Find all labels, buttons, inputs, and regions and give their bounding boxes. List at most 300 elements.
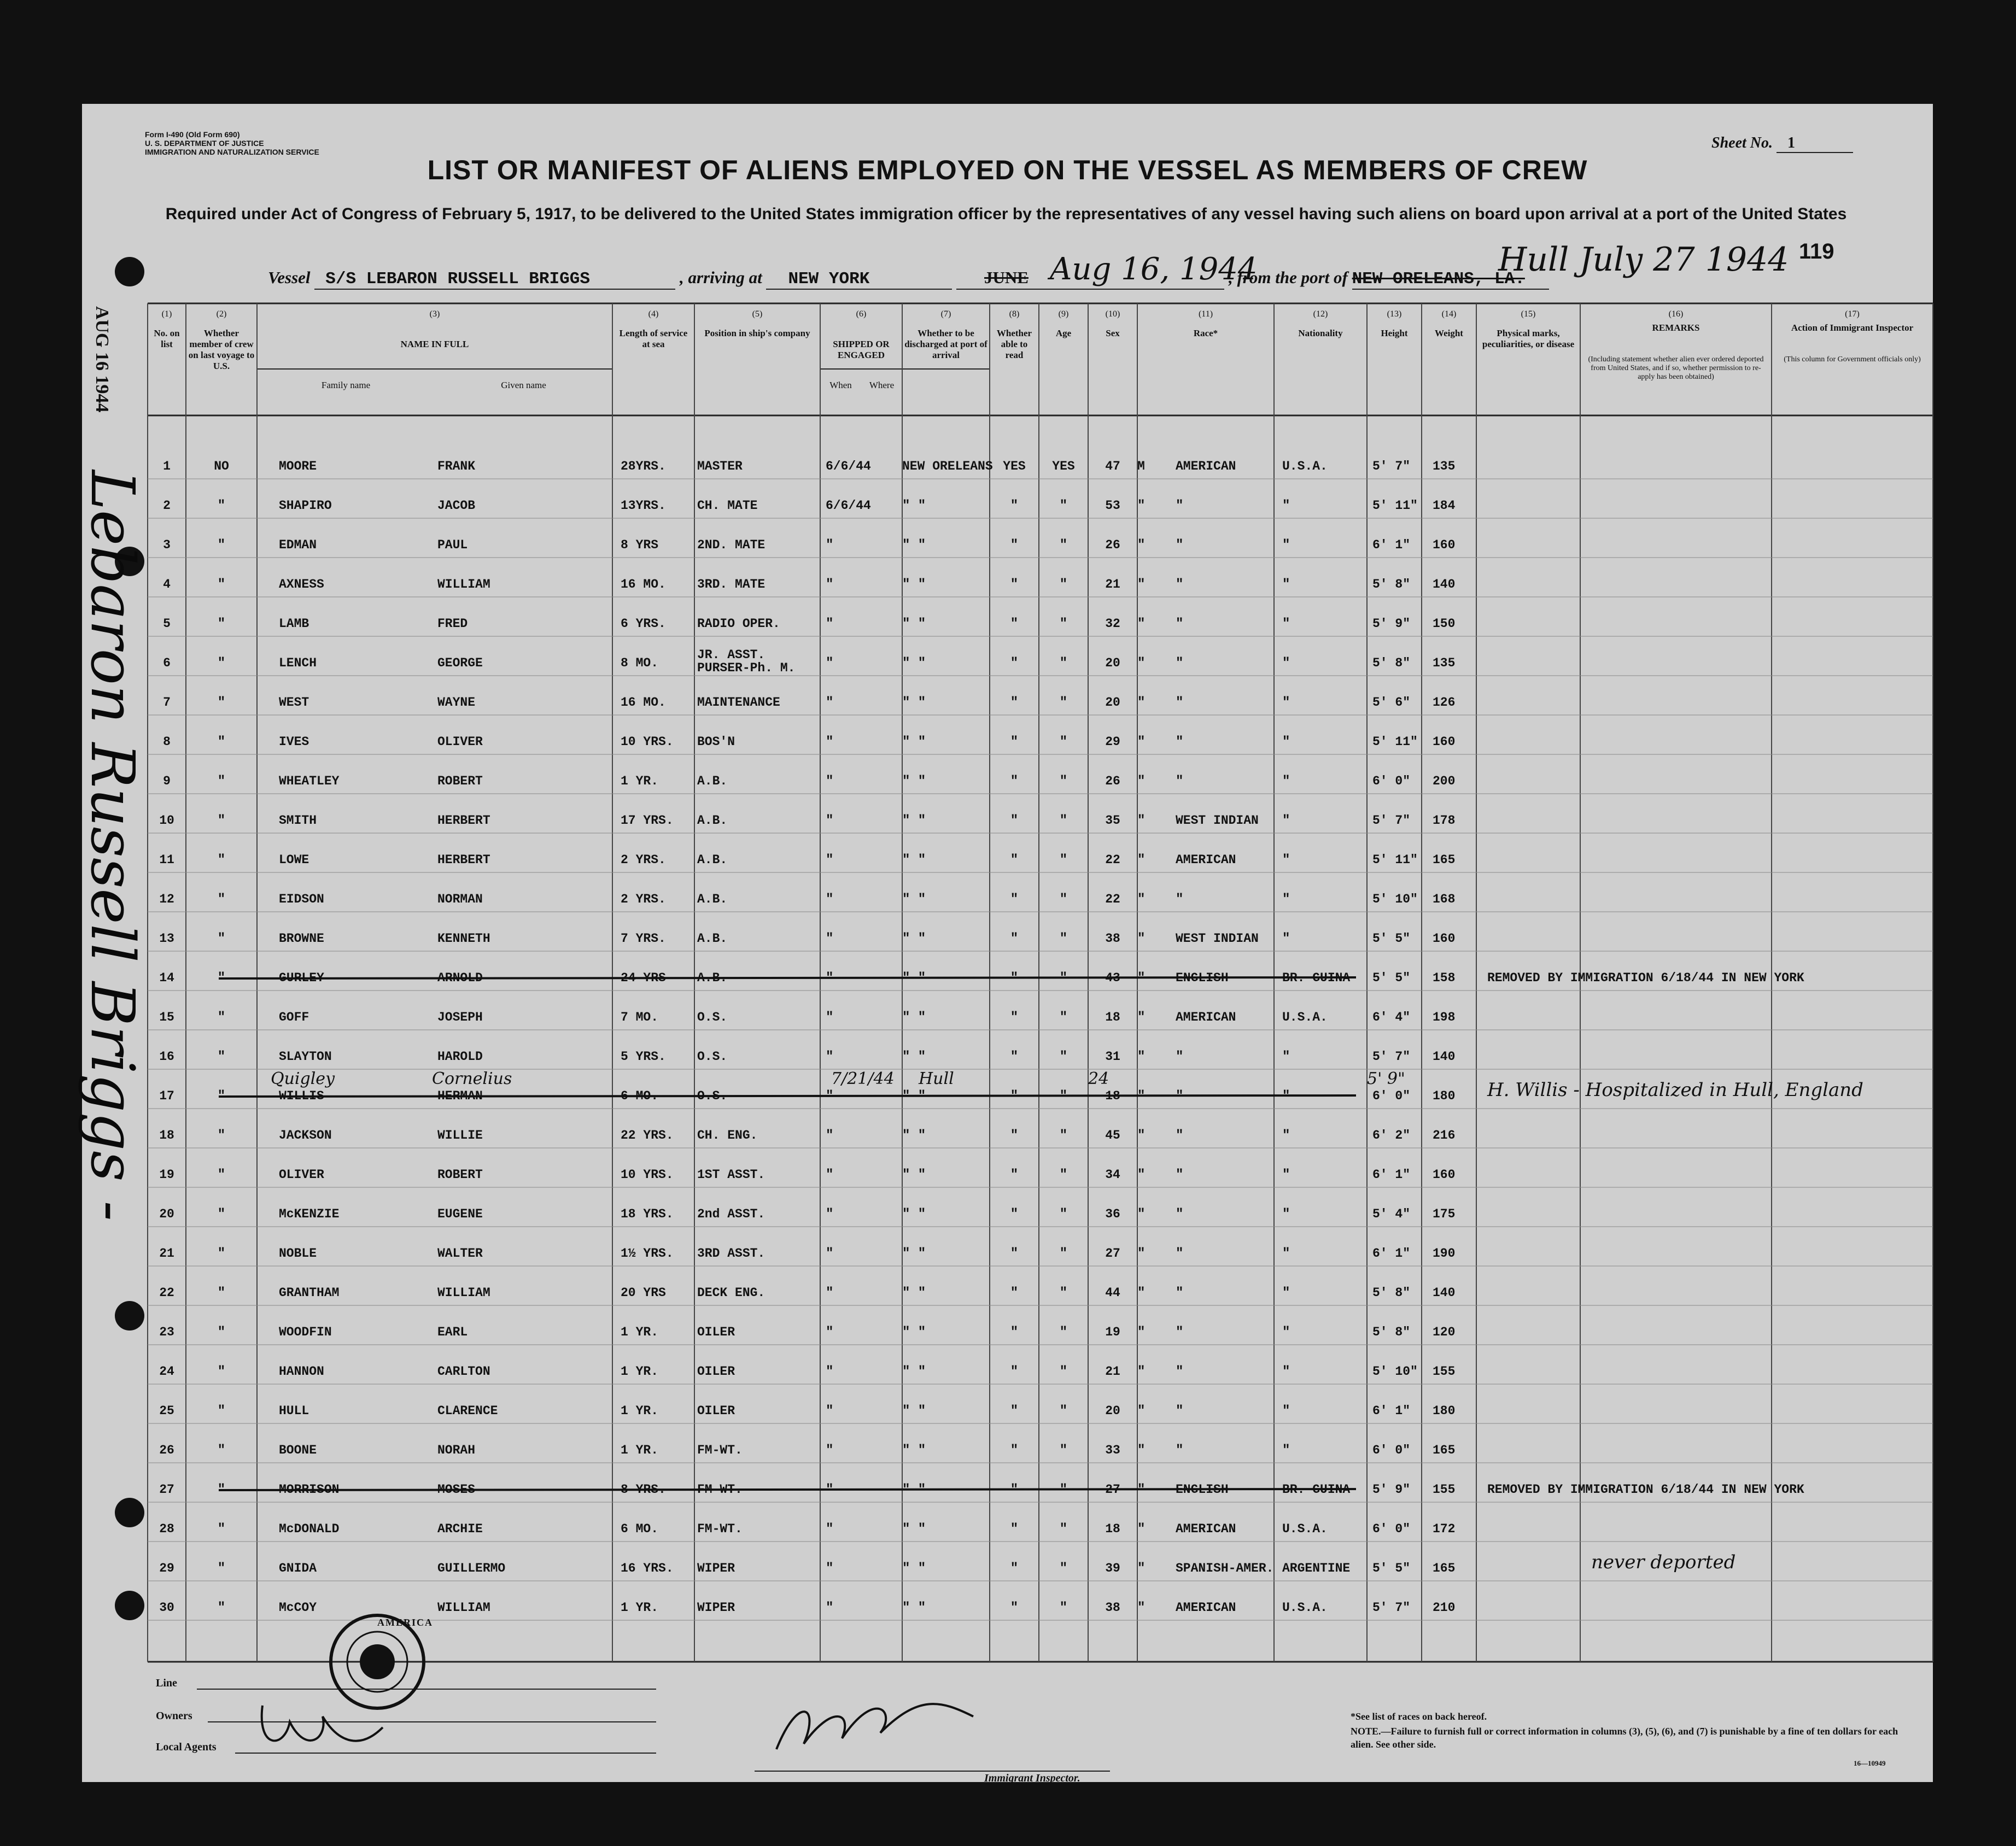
service-name: IMMIGRATION AND NATURALIZATION SERVICE [145,148,319,156]
remark-text: REMOVED BY IMMIGRATION 6/18/44 IN NEW YORK [1487,1482,1804,1497]
handwritten-replacement: 7/21/44 [831,1069,895,1088]
column-number: (5) [752,309,763,319]
column-header: Sex [1106,328,1120,338]
cell-where: " " [902,1364,926,1379]
cell-given: GEORGE [437,656,483,670]
cell-service: 2 YRS. [621,892,666,906]
cell-no: 11 [159,853,174,867]
column-number: (10) [1105,309,1120,319]
cell-race: " [1176,735,1184,749]
cell-position: A.B. [697,813,728,828]
cell-weight: 165 [1433,1561,1456,1575]
cell-sex: " [1137,656,1146,671]
handwritten-replacement: Quigley [271,1069,335,1088]
cell-age: 26 [1105,538,1120,552]
cell-sex: " [1137,813,1146,828]
cell-prev: " [217,1286,226,1300]
cell-race: " [1176,774,1184,789]
cell-disch: " [1010,1561,1019,1576]
cell-weight: 184 [1433,499,1456,513]
column-header-note: (Including statement whether alien ever ordered deported from United States, and if so, whether permission to re-apply has been obtained) [1588,355,1764,381]
cell-prev: " [217,813,226,828]
arrival-month-struck: JUNE [984,268,1029,287]
cell-sex: " [1137,1128,1146,1143]
cell-no: 14 [159,971,174,985]
cell-race: " [1176,1089,1184,1104]
cell-read: " [1059,774,1068,789]
cell-disch: " [1010,1246,1019,1261]
cell-service: 5 YRS. [621,1050,666,1064]
cell-where: " " [902,1246,926,1261]
cell-weight: 155 [1433,1482,1456,1497]
cell-where: " " [902,813,926,828]
cell-family: HANNON [279,1364,324,1379]
cell-height: 5' 9" [1372,617,1411,631]
cell-read: " [1059,577,1068,592]
column-number: (12) [1313,309,1328,319]
cell-disch: " [1010,1089,1019,1104]
cell-position: MASTER [697,459,743,473]
cell-no: 16 [159,1050,174,1064]
cell-no: 9 [163,774,171,788]
cell-sex: " [1137,1286,1146,1300]
cell-disch: " [1010,735,1019,749]
page-subtitle: Required under Act of Congress of February 5, 1917, to be delivered to the United States immigration officer by the representatives of any vessel having such aliens on board upon arrival at a port of the United States [165,205,1847,223]
cell-where: " " [902,577,926,592]
cell-service: 28YRS. [621,459,666,473]
cell-weight: 160 [1433,931,1456,946]
cell-family: LAMB [279,617,309,631]
cell-given: ARNOLD [437,971,483,985]
cell-no: 13 [159,931,174,946]
cell-race: ENGLISH [1176,971,1229,985]
cell-sex: " [1137,774,1146,789]
cell-age: 45 [1105,1128,1120,1142]
cell-disch: " [1010,971,1019,986]
cell-where: " " [902,1404,926,1419]
cell-weight: 175 [1433,1207,1456,1221]
cell-height: 6' 0" [1372,774,1411,788]
cell-sex: " [1137,892,1146,907]
cell-where: " " [902,735,926,749]
cell-service: 16 YRS. [621,1561,674,1575]
handwritten-replacement: Hull [919,1069,954,1088]
column-header: Physical marks, peculiarities, or disease [1482,328,1575,349]
cell-sex: " [1137,538,1146,553]
cell-no: 8 [163,735,171,749]
cell-race: " [1176,538,1184,553]
cell-age: 18 [1105,1522,1120,1536]
cell-position: FM-WT. [697,1522,743,1536]
cell-prev: " [217,656,226,671]
cell-nat: BR. GUINA [1282,1482,1351,1497]
cell-when: " [826,1207,834,1222]
cell-nat: " [1282,813,1290,828]
owners-label: Owners [156,1710,192,1722]
cell-service: 1 YR. [621,1601,659,1615]
department-name: U. S. DEPARTMENT OF JUSTICE [145,139,264,148]
cell-prev: " [217,1522,226,1537]
column-number: (2) [216,309,227,319]
cell-no: 15 [159,1010,174,1024]
cell-given: PAUL [437,538,468,552]
cell-where: " " [902,1207,926,1222]
cell-weight: 160 [1433,735,1456,749]
cell-weight: 178 [1433,813,1456,828]
column-number: (13) [1387,309,1402,319]
column-number: (4) [648,309,659,319]
cell-weight: 165 [1433,1443,1456,1457]
cell-sex: " [1137,1482,1146,1497]
cell-family: GNIDA [279,1561,317,1575]
cell-position: 1ST ASST. [697,1168,766,1182]
cell-service: 7 YRS. [621,931,666,946]
cell-read: " [1059,538,1068,553]
cell-when: " [826,853,834,868]
cell-when: " [826,971,834,986]
cell-service: 1 YR. [621,1364,659,1379]
cell-race: AMERICAN [1176,1010,1236,1024]
cell-prev: " [217,1325,226,1340]
cell-nat: U.S.A. [1282,1522,1328,1536]
cell-height: 5' 4" [1372,1207,1411,1221]
cell-age: 21 [1105,1364,1120,1379]
cell-prev: " [217,1010,226,1025]
cell-weight: 155 [1433,1364,1456,1379]
cell-disch: " [1010,1168,1019,1182]
cell-sex: " [1137,1443,1146,1458]
cell-disch: " [1010,1128,1019,1143]
cell-given: WILLIAM [437,1601,490,1615]
cell-when: " [826,1050,834,1064]
cell-prev: " [217,1207,226,1222]
cell-race: WEST INDIAN [1176,931,1259,946]
cell-where: " " [902,931,926,946]
cell-weight: 180 [1433,1089,1456,1103]
cell-disch: " [1010,1522,1019,1537]
cell-height: 5' 9" [1372,1482,1411,1497]
column-header: Height [1381,328,1408,338]
cell-age: 38 [1105,931,1120,946]
cell-race: " [1176,1246,1184,1261]
column-header: Whether to be discharged at port of arrival [904,328,987,360]
cell-position: 2ND. MATE [697,538,766,552]
cell-position: A.B. [697,931,728,946]
column-number: (7) [940,309,951,319]
remark-text: REMOVED BY IMMIGRATION 6/18/44 IN NEW YORK [1487,971,1804,985]
cell-when: " [826,774,834,789]
cell-prev: " [217,1364,226,1379]
cell-height: 5' 7" [1372,459,1411,473]
cell-sex: " [1137,931,1146,946]
column-number: (9) [1058,309,1069,319]
handwritten-remark: H. Willis - Hospitalized in Hull, England [1487,1079,1863,1101]
cell-read: " [1059,695,1068,710]
cell-given: WILLIAM [437,577,490,591]
cell-age: 20 [1105,1404,1120,1418]
cell-given: FRED [437,617,468,631]
cell-where: " " [902,1561,926,1576]
cell-position: FM-WT. [697,1443,743,1457]
cell-family: EDMAN [279,538,317,552]
cell-service: 7 MO. [621,1010,659,1024]
cell-weight: 172 [1433,1522,1456,1536]
cell-nat: " [1282,695,1290,710]
sheet-label: Sheet No. [1711,134,1773,151]
cell-race: SPANISH-AMER. [1176,1561,1274,1575]
column-header: NAME IN FULL [400,339,469,349]
cell-family: MOORE [279,459,317,473]
cell-read: " [1059,1050,1068,1064]
cell-race: " [1176,1286,1184,1300]
cell-prev: " [217,1404,226,1419]
cell-when: " [826,538,834,553]
cell-prev: " [217,1050,226,1064]
cell-weight: 140 [1433,1286,1456,1300]
cell-read: " [1059,1601,1068,1615]
cell-nat: " [1282,892,1290,907]
cell-service: 8 YRS [621,538,659,552]
cell-height: 5' 7" [1372,813,1411,828]
races-note: *See list of races on back hereof. [1351,1711,1487,1722]
cell-age: 18 [1105,1010,1120,1024]
cell-where: " " [902,499,926,513]
cell-position: A.B. [697,892,728,906]
cell-service: 6 YRS. [621,617,666,631]
cell-when: " [826,1443,834,1458]
cell-position: O.S. [697,1050,728,1064]
cell-no: 19 [159,1168,174,1182]
agent-signature [262,1706,383,1741]
cell-read: " [1059,1404,1068,1419]
cell-sex: " [1137,1089,1146,1104]
column-header: No. on list [154,328,180,349]
cell-position: OILER [697,1364,735,1379]
cell-service: 1 YR. [621,774,659,788]
cell-given: FRANK [437,459,476,473]
cell-nat: " [1282,1364,1290,1379]
cell-read: YES [1052,459,1075,473]
cell-prev: " [217,1168,226,1182]
cell-family: WOODFIN [279,1325,332,1339]
inspector-signature [776,1704,973,1749]
cell-position: DECK ENG. [697,1286,766,1300]
cell-weight: 135 [1433,656,1456,670]
cell-read: " [1059,617,1068,631]
cell-nat: U.S.A. [1282,1010,1328,1024]
cell-height: 6' 1" [1372,1404,1411,1418]
cell-given: HERBERT [437,813,490,828]
cell-no: 12 [159,892,174,906]
cell-disch: " [1010,1010,1019,1025]
cell-sex: " [1137,1325,1146,1340]
cell-given: WALTER [437,1246,483,1261]
cell-age: 22 [1105,892,1120,906]
cell-prev: " [217,1089,226,1104]
cell-sex: " [1137,695,1146,710]
cell-disch: " [1010,892,1019,907]
cell-given: GUILLERMO [437,1561,506,1575]
cell-service: 10 YRS. [621,1168,674,1182]
cell-height: 5' 8" [1372,1325,1411,1339]
cell-age: 26 [1105,774,1120,788]
cell-height: 5' 5" [1372,931,1411,946]
cell-family: LENCH [279,656,317,670]
cell-sex: " [1137,1601,1146,1615]
column-header: Race* [1193,328,1218,338]
cell-service: 18 YRS. [621,1207,674,1221]
cell-race: AMERICAN [1176,459,1236,473]
cell-given: WILLIE [437,1128,483,1142]
cell-when: " [826,1325,834,1340]
cell-read: " [1059,1128,1068,1143]
cell-no: 20 [159,1207,174,1221]
cell-position: WIPER [697,1601,735,1615]
cell-weight: 200 [1433,774,1456,788]
cell-family: McDONALD [279,1522,340,1536]
handwritten-remark: never deported [1591,1551,1736,1573]
cell-position: WIPER [697,1561,735,1575]
cell-height: 5' 11" [1372,853,1418,867]
cell-read: " [1059,1325,1068,1340]
cell-sex: " [1137,1561,1146,1576]
handwritten-replacement: Cornelius [432,1069,512,1088]
cell-age: 31 [1105,1050,1120,1064]
cell-sex: " [1137,617,1146,631]
cell-where: " " [902,1325,926,1340]
cell-weight: 210 [1433,1601,1456,1615]
cell-sex: " [1137,499,1146,513]
cell-disch: " [1010,617,1019,631]
cell-when: " [826,577,834,592]
cell-sex: " [1137,735,1146,749]
cell-position: JR. ASST. PURSER-Ph. M. [697,648,796,675]
cell-position: MAINTENANCE [697,695,780,710]
cell-weight: 190 [1433,1246,1456,1261]
cell-age: 19 [1105,1325,1120,1339]
form-code: 16—10949 [1854,1759,1886,1767]
cell-race: " [1176,892,1184,907]
cell-nat: " [1282,656,1290,671]
cell-given: OLIVER [437,735,483,749]
cell-where: " " [902,1522,926,1537]
cell-sex: " [1137,1364,1146,1379]
cell-sex: " [1137,1050,1146,1064]
cell-position: OILER [697,1404,735,1418]
cell-read: " [1059,1246,1068,1261]
cell-disch: " [1010,813,1019,828]
cell-no: 27 [159,1482,174,1497]
cell-family: GRANTHAM [279,1286,340,1300]
cell-race: " [1176,1128,1184,1143]
cell-disch: " [1010,577,1019,592]
cell-disch: " [1010,774,1019,789]
cell-read: " [1059,1168,1068,1182]
page-title: LIST OR MANIFEST OF ALIENS EMPLOYED ON THE VESSEL AS MEMBERS OF CREW [427,155,1588,185]
cell-given: EUGENE [437,1207,483,1221]
cell-service: 1 YR. [621,1404,659,1418]
cell-nat: " [1282,1325,1290,1340]
cell-where: " " [902,1286,926,1300]
cell-where: " " [902,1050,926,1064]
column-header: Action of Immigrant Inspector [1791,323,1914,333]
cell-age: 20 [1105,656,1120,670]
cell-where: " " [902,853,926,868]
cell-disch: " [1010,1207,1019,1222]
cell-read: " [1059,656,1068,671]
cell-when: " [826,1601,834,1615]
cell-family: MORRISON [279,1482,340,1497]
cell-no: 26 [159,1443,174,1457]
cell-prev: " [217,499,226,513]
cell-nat: ARGENTINE [1282,1561,1351,1575]
column-header: SHIPPED OR ENGAGED [833,339,890,360]
cell-where: " " [902,1010,926,1025]
cell-service: 8 YRS. [621,1482,666,1497]
cell-race: " [1176,1404,1184,1419]
vessel-name: S/S LEBARON RUSSELL BRIGGS [314,269,675,290]
cell-read: " [1059,813,1068,828]
cell-read: " [1059,1010,1068,1025]
cell-age: 20 [1105,695,1120,710]
cell-race: " [1176,499,1184,513]
column-number: (17) [1845,309,1860,319]
cell-where: " " [902,656,926,671]
cell-given: WILLIAM [437,1286,490,1300]
cell-given: JACOB [437,499,476,513]
cell-position: 3RD ASST. [697,1246,766,1261]
column-number: (16) [1668,309,1684,319]
cell-prev: NO [214,459,229,473]
cell-disch: " [1010,695,1019,710]
cell-read: " [1059,853,1068,868]
cell-prev: " [217,971,226,986]
cell-age: 18 [1105,1089,1120,1103]
cell-family: SHAPIRO [279,499,332,513]
cell-when: " [826,931,834,946]
cell-sex: " [1137,971,1146,986]
cell-prev: " [217,774,226,789]
cell-age: 47 [1105,459,1120,473]
received-date-stamp: AUG 16 1944 [92,306,112,413]
cell-given: ROBERT [437,774,483,788]
cell-when: " [826,1561,834,1576]
cell-given: JOSEPH [437,1010,483,1024]
cell-prev: " [217,1561,226,1576]
cell-race: " [1176,1325,1184,1340]
cell-nat: " [1282,931,1290,946]
cell-weight: 165 [1433,853,1456,867]
cell-age: 32 [1105,617,1120,631]
cell-nat: " [1282,1168,1290,1182]
cell-disch: " [1010,931,1019,946]
cell-given: HERMAN [437,1089,483,1103]
cell-nat: " [1282,1246,1290,1261]
cell-position: OILER [697,1325,735,1339]
cell-height: 5' 5" [1372,1561,1411,1575]
cell-family: OLIVER [279,1168,324,1182]
cell-disch: " [1010,1364,1019,1379]
cell-family: WILLIS [279,1089,324,1103]
cell-height: 5' 8" [1372,656,1411,670]
cell-no: 28 [159,1522,174,1536]
cell-no: 7 [163,695,171,710]
cell-race: " [1176,1364,1184,1379]
cell-given: EARL [437,1325,468,1339]
cell-race: WEST INDIAN [1176,813,1259,828]
cell-service: 17 YRS. [621,813,674,828]
cell-when: " [826,1522,834,1537]
